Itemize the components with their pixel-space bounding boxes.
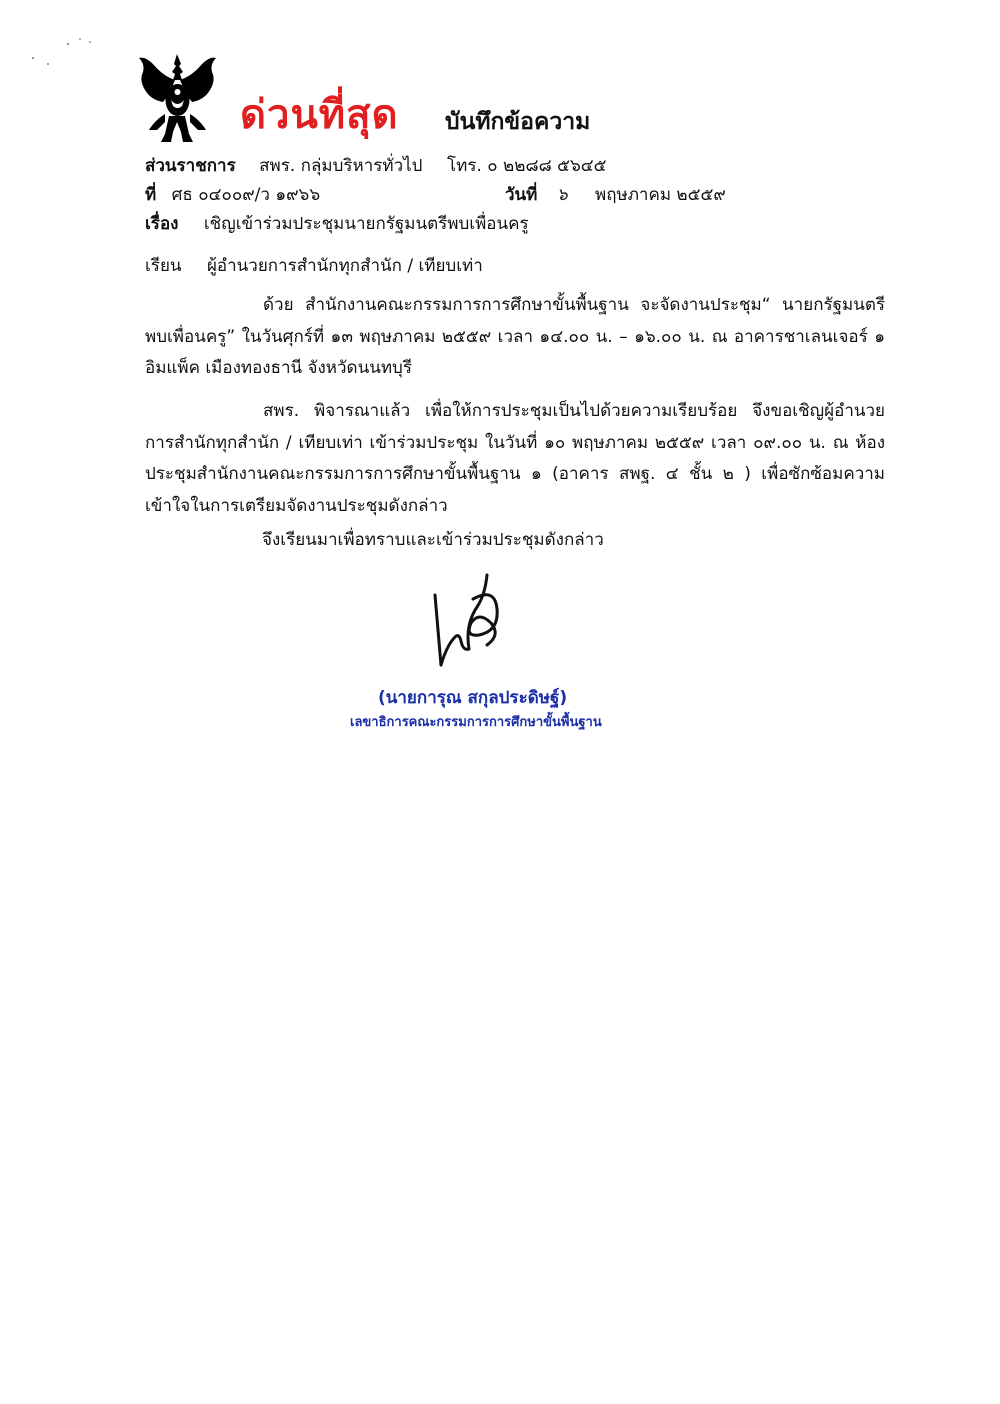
- closing-line: จึงเรียนมาเพื่อทราบและเข้าร่วมประชุมดังกล่าว: [262, 530, 604, 550]
- ref-label: ที่: [145, 185, 157, 205]
- to-value: ผู้อำนวยการสำนักทุกสำนัก / เทียบเท่า: [206, 256, 483, 276]
- memo-title: บันทึกข้อความ: [445, 109, 591, 135]
- signatory-name: (นายการุณ สกุลประดิษฐ์): [378, 688, 568, 708]
- subject-row: [145, 210, 529, 237]
- signatory-position: เลขาธิการคณะกรรมการการศึกษาขั้นพื้นฐาน: [350, 715, 602, 730]
- addressee-row: [145, 252, 483, 279]
- reference-row: [145, 181, 320, 208]
- date-day: ๖: [556, 185, 568, 205]
- scan-specks: [28, 36, 98, 76]
- date-row: [505, 181, 726, 208]
- ref-value: ศธ ๐๔๐๐๙/ว ๑๙๖๖: [171, 185, 321, 205]
- garuda-emblem-icon: [135, 50, 220, 145]
- date-value: พฤษภาคม ๒๕๕๙: [594, 185, 726, 205]
- body-paragraph-2: สพร. พิจารณาแล้ว เพื่อให้การประชุมเป็นไปด้วยความเรียบร้อย จึงขอเชิญผู้อำนวยการสำนักทุกสำนัก / เทียบเท่า เข้าร่วมประชุม ในวันที่ ๑๐ พฤษภาคม ๒๕๕๙ เวลา ๐๙.๐๐ น. ณ ห้องประชุมสำนักงานคณะกรรมการการศึกษาขั้นพื้นฐาน ๑ (อาคาร สพฐ. ๔ ชั้น ๒ ) เพื่อซักซ้อมความเข้าใจในการเตรียมจัดงานประชุมดังกล่าว: [145, 401, 885, 516]
- to-label: เรียน: [145, 256, 182, 276]
- agency-row: [145, 152, 422, 179]
- agency-value: สพร. กลุ่มบริหารทั่วไป: [259, 156, 423, 176]
- agency-label: ส่วนราชการ: [145, 156, 236, 176]
- handwritten-signature: [425, 565, 535, 675]
- body-paragraph-1: ด้วย สำนักงานคณะกรรมการการศึกษาขั้นพื้นฐาน จะจัดงานประชุม“ นายกรัฐมนตรีพบเพื่อนครู” ในวันศุกร์ที่ ๑๓ พฤษภาคม ๒๕๕๙ เวลา ๑๔.๐๐ น. – ๑๖.๐๐ น. ณ อาคารชาเลนเจอร์ ๑ อิมแพ็ค เมืองทองธานี จังหวัดนนทบุรี: [145, 295, 885, 378]
- urgency-stamp: ด่วนที่สุด: [240, 92, 399, 138]
- subject-value: เชิญเข้าร่วมประชุมนายกรัฐมนตรีพบเพื่อนครู: [203, 214, 529, 234]
- subject-label: เรื่อง: [145, 214, 179, 234]
- date-label: วันที่: [505, 185, 538, 205]
- phone-value: โทร. ๐ ๒๒๘๘ ๕๖๔๕: [447, 156, 607, 176]
